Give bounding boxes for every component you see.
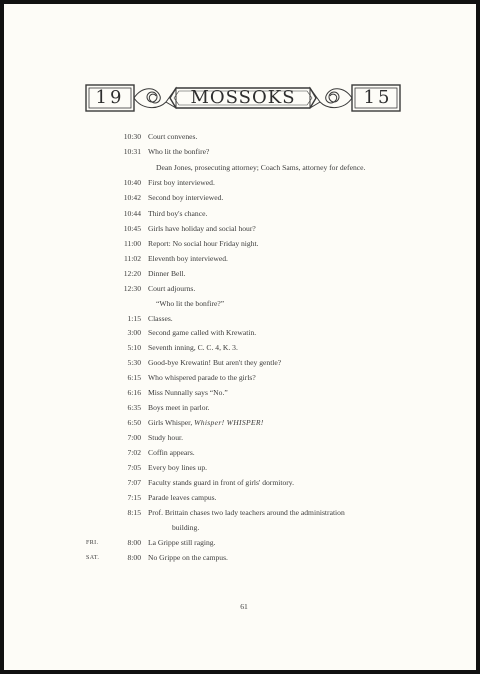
schedule-event bbox=[148, 536, 215, 550]
schedule-event-text: Dinner Bell. bbox=[148, 269, 186, 278]
schedule-event bbox=[148, 237, 259, 251]
schedule-event-text: Court adjourns. bbox=[148, 284, 196, 293]
schedule-event-text: building. bbox=[172, 523, 200, 532]
schedule-time: 8:15 bbox=[127, 508, 141, 517]
schedule-time: 5:30 bbox=[127, 358, 141, 367]
schedule-time: 8:00 bbox=[127, 553, 141, 562]
schedule-time: 6:16 bbox=[127, 388, 141, 397]
schedule-event-text: Report: No social hour Friday night. bbox=[148, 239, 259, 248]
schedule-time: 6:35 bbox=[127, 403, 141, 412]
schedule-event bbox=[148, 491, 217, 505]
schedule-event bbox=[148, 267, 186, 281]
page-header bbox=[84, 82, 402, 114]
schedule-event bbox=[148, 476, 294, 490]
schedule-event-text: Prof. Brittain chases two lady teachers around the administration bbox=[148, 508, 345, 517]
schedule-time: 10:44 bbox=[123, 209, 141, 218]
schedule-event-text: Parade leaves campus. bbox=[148, 493, 217, 502]
schedule-event bbox=[148, 222, 256, 236]
schedule-event-text: Second game called with Krewatin. bbox=[148, 328, 257, 337]
schedule-event-text: Boys meet in parlor. bbox=[148, 403, 210, 412]
schedule-time: 10:30 bbox=[123, 132, 141, 141]
schedule-event-text: Court convenes. bbox=[148, 132, 198, 141]
header-title: MOSSOKS bbox=[190, 87, 296, 108]
schedule-event bbox=[156, 297, 224, 311]
schedule-day: SAT. bbox=[86, 555, 100, 561]
schedule-event-text: First boy interviewed. bbox=[148, 178, 215, 187]
schedule-event bbox=[148, 176, 215, 190]
schedule-event-text: Who lit the bonfire? bbox=[148, 147, 210, 156]
schedule-event-text: Third boy's chance. bbox=[148, 209, 208, 218]
schedule-time: 12:30 bbox=[123, 284, 141, 293]
schedule-event-text: Coffin appears. bbox=[148, 448, 195, 457]
schedule-event-text: Seventh inning, C. C. 4, K. 3. bbox=[148, 343, 238, 352]
schedule-event-text: Dean Jones, prosecuting attorney; Coach Sams, attorney for defence. bbox=[156, 163, 366, 172]
schedule-time: 11:02 bbox=[123, 254, 141, 263]
schedule-event-text: Girls Whisper, bbox=[148, 418, 195, 427]
schedule-event bbox=[148, 431, 183, 445]
schedule-event bbox=[148, 252, 228, 266]
schedule-event bbox=[156, 161, 365, 175]
schedule-event bbox=[148, 207, 207, 221]
schedule-time: 6:15 bbox=[127, 373, 141, 382]
schedule-event bbox=[148, 506, 345, 520]
header-year-left: 19 bbox=[95, 87, 125, 108]
schedule-time: 7:15 bbox=[127, 493, 141, 502]
schedule-event bbox=[148, 461, 207, 475]
schedule-event bbox=[148, 130, 197, 144]
schedule-time: 8:00 bbox=[127, 538, 141, 547]
schedule-time: 7:05 bbox=[127, 463, 141, 472]
schedule-event bbox=[148, 386, 228, 400]
page-number: 61 bbox=[240, 602, 248, 611]
schedule-time: 1:15 bbox=[127, 314, 141, 323]
schedule-time: 5:10 bbox=[127, 343, 141, 352]
schedule-time: 6:50 bbox=[127, 418, 141, 427]
schedule-time: 12:20 bbox=[123, 269, 141, 278]
schedule-event-text: No Grippe on the campus. bbox=[148, 553, 228, 562]
schedule-time: 10:40 bbox=[123, 178, 141, 187]
schedule-time: 7:02 bbox=[127, 448, 141, 457]
schedule-event bbox=[172, 521, 199, 535]
header-year-right: 15 bbox=[363, 87, 393, 108]
schedule-event bbox=[148, 282, 195, 296]
schedule-event-text: Study hour. bbox=[148, 433, 184, 442]
schedule-event-text: Every boy lines up. bbox=[148, 463, 208, 472]
schedule-event bbox=[148, 401, 210, 415]
schedule-time: 10:45 bbox=[123, 224, 141, 233]
yearbook-page bbox=[4, 4, 476, 670]
schedule-time: 7:00 bbox=[127, 433, 141, 442]
schedule-event bbox=[148, 326, 256, 340]
schedule-time: 3:00 bbox=[127, 328, 141, 337]
schedule-event-text: Second boy interviewed. bbox=[148, 193, 224, 202]
schedule-event-text: Miss Nunnally says “No.” bbox=[148, 388, 228, 397]
schedule-day: FRI. bbox=[86, 540, 99, 546]
schedule-event bbox=[148, 356, 281, 370]
schedule-event-text: La Grippe still raging. bbox=[148, 538, 216, 547]
schedule-event bbox=[148, 446, 195, 460]
schedule-event bbox=[148, 551, 228, 565]
schedule-event-text: Good-bye Krewatin! But aren't they gentle? bbox=[148, 358, 282, 367]
schedule-event-text: Eleventh boy interviewed. bbox=[148, 254, 228, 263]
schedule-event-emphasis: Whisper! WHISPER! bbox=[194, 418, 264, 427]
schedule-event bbox=[148, 416, 264, 430]
schedule-event-text: “Who lit the bonfire?” bbox=[156, 299, 225, 308]
schedule-event bbox=[148, 312, 173, 326]
schedule-event bbox=[148, 341, 238, 355]
schedule-event bbox=[148, 371, 256, 385]
schedule-event bbox=[148, 191, 223, 205]
schedule-event-text: Faculty stands guard in front of girls' dormitory. bbox=[148, 478, 294, 487]
schedule-time: 10:31 bbox=[123, 147, 141, 156]
schedule-event bbox=[148, 145, 209, 159]
schedule-time: 7:07 bbox=[127, 478, 141, 487]
schedule-event-text: Who whispered parade to the girls? bbox=[148, 373, 256, 382]
schedule-event-text: Classes. bbox=[148, 314, 173, 323]
schedule-event-text: Girls have holiday and social hour? bbox=[148, 224, 256, 233]
schedule-time: 10:42 bbox=[123, 193, 141, 202]
schedule-time: 11:00 bbox=[123, 239, 141, 248]
